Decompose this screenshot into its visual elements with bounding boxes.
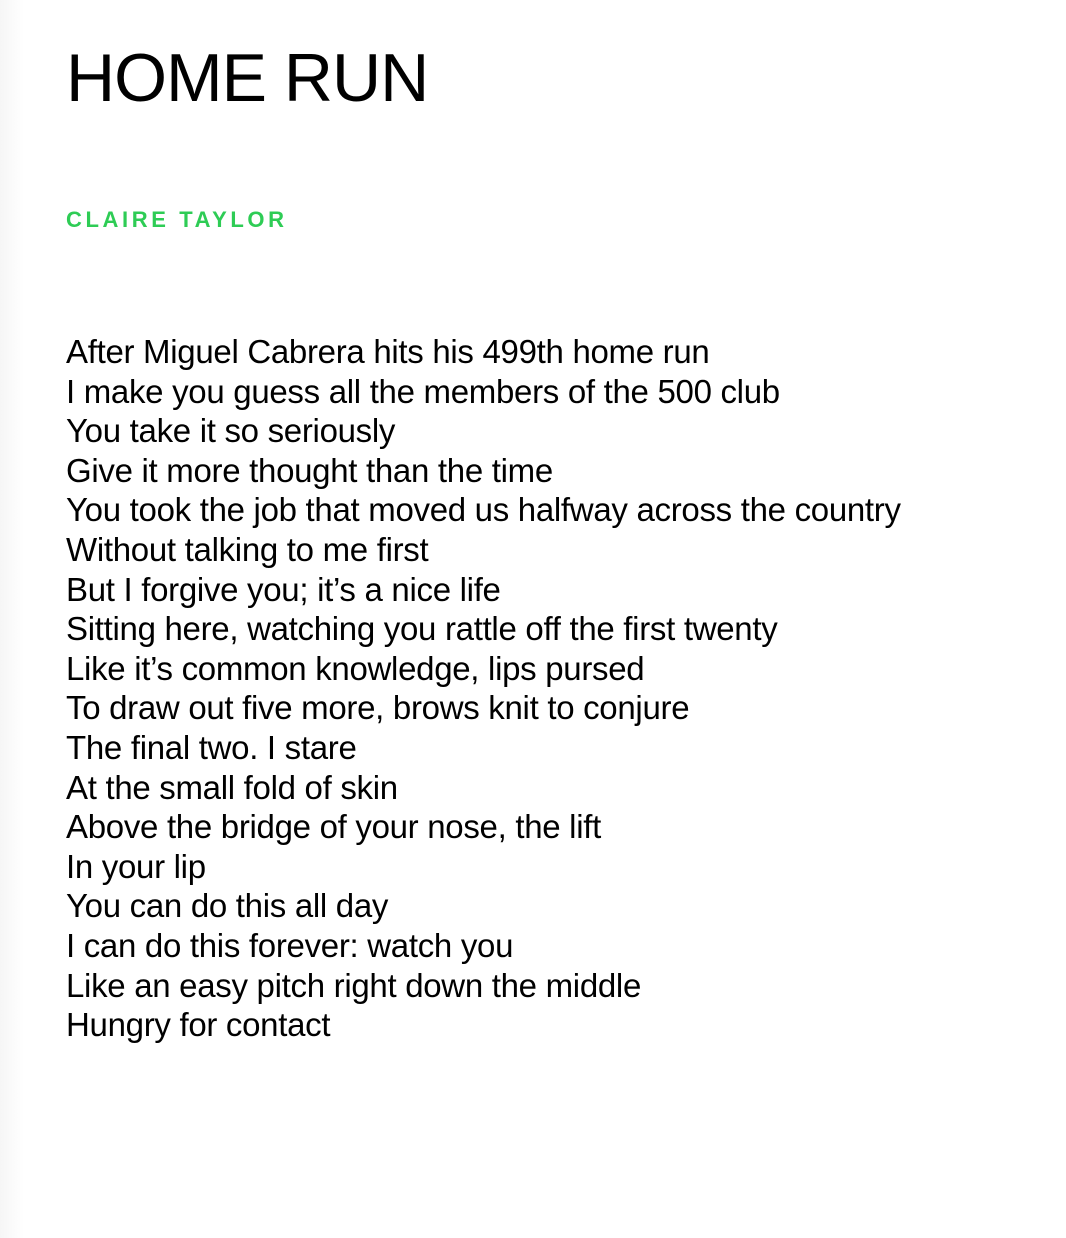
poem-line: You take it so seriously <box>66 412 396 450</box>
poem-line: Hungry for contact <box>66 1006 331 1044</box>
poem-line: But I forgive you; it’s a nice life <box>66 570 501 608</box>
poem-line: The final two. I stare <box>66 728 357 766</box>
poem-line: You can do this all day <box>66 887 389 925</box>
poem-title: HOME RUN <box>66 40 429 116</box>
poem-line: Give it more thought than the time <box>66 451 553 489</box>
poem-line: Without talking to me first <box>66 530 429 568</box>
poem-line: Above the bridge of your nose, the lift <box>66 808 601 846</box>
poem-line: I make you guess all the members of the 500 club <box>66 372 780 410</box>
poem-line: In your lip <box>66 847 206 885</box>
poem-line: At the small fold of skin <box>66 768 398 806</box>
poem-line: Like it’s common knowledge, lips pursed <box>66 649 645 687</box>
poem-line: I can do this forever: watch you <box>66 926 514 964</box>
poem-line: After Miguel Cabrera hits his 499th home run <box>66 333 710 370</box>
poem-author: CLAIRE TAYLOR <box>66 207 288 232</box>
poem-body <box>66 332 901 1045</box>
poem-line: To draw out five more, brows knit to conjure <box>66 689 690 727</box>
poem-line: Sitting here, watching you rattle off the first twenty <box>66 610 778 648</box>
poem-line: Like an easy pitch right down the middle <box>66 966 642 1004</box>
poem-line: You took the job that moved us halfway across the country <box>66 491 901 529</box>
